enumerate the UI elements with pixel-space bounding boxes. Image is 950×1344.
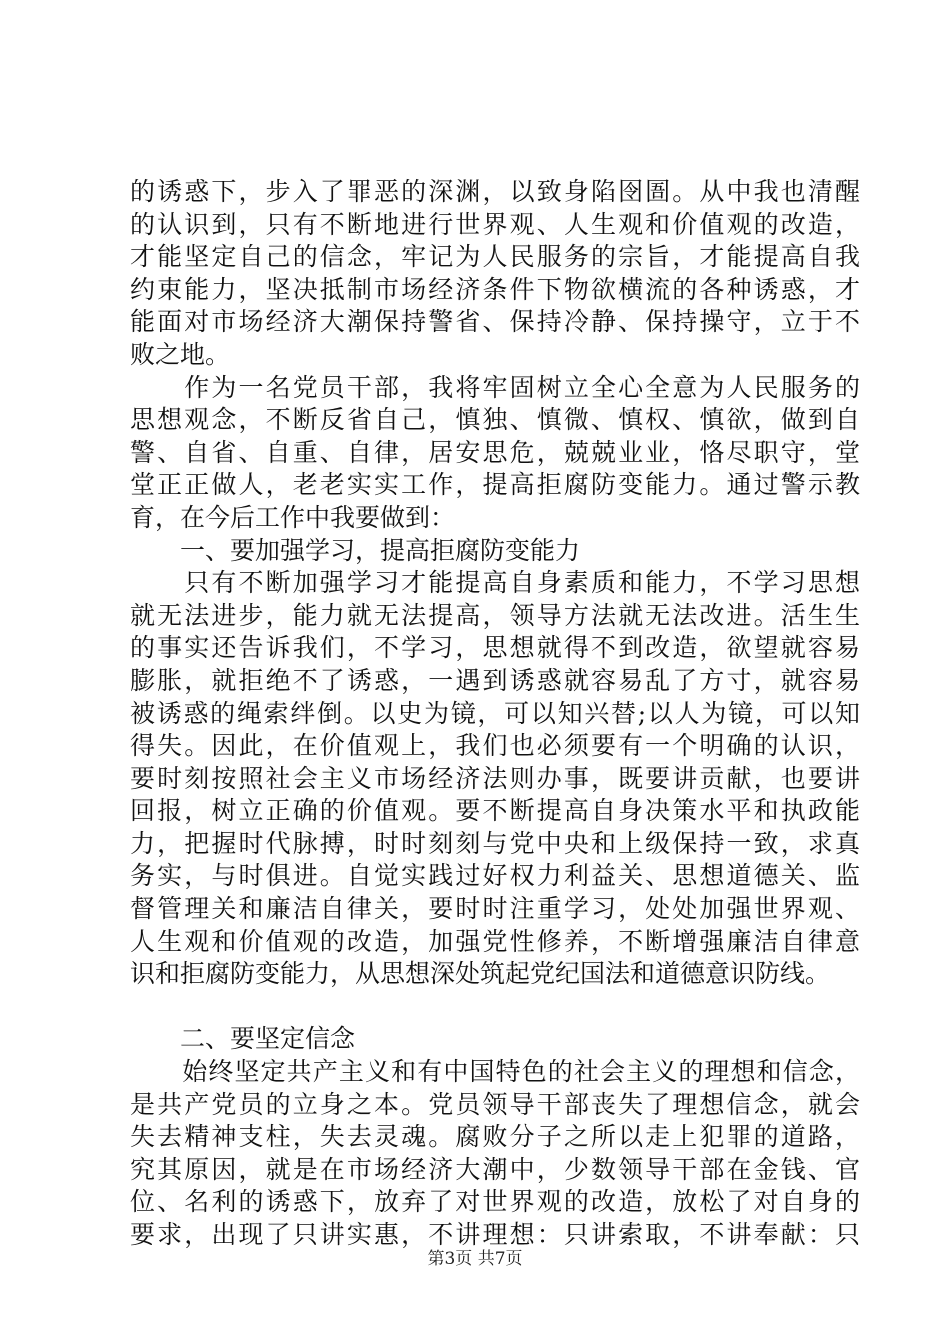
text-line: 作为一名党员干部，我将牢固树立全心全意为人民服务的 xyxy=(130,372,860,402)
text-line: 失去精神支柱，失去灵魂。腐败分子之所以走上犯罪的道路， xyxy=(130,1122,860,1152)
text-line: 就无法进步，能力就无法提高，领导方法就无法改进。活生生 xyxy=(130,600,860,630)
text-line: 识和拒腐防变能力，从思想深处筑起党纪国法和道德意识防线。 xyxy=(130,959,831,989)
text-line: 位、名利的诱惑下，放弃了对世界观的改造，放松了对自身的 xyxy=(130,1187,860,1217)
text-line: 败之地。 xyxy=(130,339,231,369)
text-line: 的诱惑下，步入了罪恶的深渊，以致身陷囹圄。从中我也清醒 xyxy=(130,177,860,206)
section-heading xyxy=(130,535,860,568)
text-line: 能面对市场经济大潮保持警省、保持冷静、保持操守，立于不 xyxy=(130,307,860,337)
text-line: 督管理关和廉洁自律关，要时时注重学习，处处加强世界观、 xyxy=(130,894,860,924)
text-line: 思想观念，不断反省自己，慎独、慎微、慎权、慎欲，做到自 xyxy=(130,405,860,435)
text-line: 被诱惑的绳索绊倒。以史为镜，可以知兴替;以人为镜，可以知 xyxy=(130,698,860,728)
text-line: 的事实还告诉我们，不学习，思想就得不到改造，欲望就容易 xyxy=(130,633,860,663)
text-line: 堂正正做人，老老实实工作，提高拒腐防变能力。通过警示教 xyxy=(130,470,860,500)
text-line: 究其原因，就是在市场经济大潮中，少数领导干部在金钱、官 xyxy=(130,1154,860,1184)
paragraph xyxy=(130,176,860,372)
text-line: 才能坚定自己的信念，牢记为人民服务的宗旨，才能提高自我 xyxy=(130,242,860,272)
text-line: 回报，树立正确的价值观。要不断提高自身决策水平和执政能 xyxy=(130,796,860,826)
document-body xyxy=(130,176,860,1252)
section-heading xyxy=(130,1023,860,1056)
text-line: 膨胀，就拒绝不了诱惑，一遇到诱惑就容易乱了方寸，就容易 xyxy=(130,665,860,695)
text-line: 始终坚定共产主义和有中国特色的社会主义的理想和信念， xyxy=(130,1057,860,1087)
text-line: 力，把握时代脉搏，时时刻刻与党中央和上级保持一致，求真 xyxy=(130,828,860,858)
text-line: 人生观和价值观的改造，加强党性修养，不断增强廉洁自律意 xyxy=(130,926,860,956)
heading-text: 二、要坚定信念 xyxy=(130,1024,356,1054)
paragraph xyxy=(130,567,860,991)
paragraph xyxy=(130,372,860,535)
text-line: 的认识到，只有不断地进行世界观、人生观和价值观的改造， xyxy=(130,209,860,239)
text-line: 务实，与时俱进。自觉实践过好权力利益关、思想道德关、监 xyxy=(130,861,860,891)
paragraph-gap xyxy=(130,991,860,1024)
paragraph xyxy=(130,1056,860,1252)
text-line: 约束能力，坚决抵制市场经济条件下物欲横流的各种诱惑，才 xyxy=(130,274,860,304)
text-line: 只有不断加强学习才能提高自身素质和能力，不学习思想 xyxy=(130,568,860,598)
text-line: 得失。因此，在价值观上，我们也必须要有一个明确的认识， xyxy=(130,731,860,761)
text-line: 警、自省、自重、自律，居安思危，兢兢业业，恪尽职守，堂 xyxy=(130,437,860,467)
text-line: 要求，出现了只讲实惠，不讲理想：只讲索取，不讲奉献：只 xyxy=(130,1220,860,1249)
page-number: 第3页 共7页 xyxy=(427,1249,523,1269)
text-line: 是共产党员的立身之本。党员领导干部丧失了理想信念，就会 xyxy=(130,1089,860,1119)
text-line: 育，在今后工作中我要做到： xyxy=(130,502,456,532)
text-line: 要时刻按照社会主义市场经济法则办事，既要讲贡献，也要讲 xyxy=(130,763,860,793)
heading-text: 一、要加强学习，提高拒腐防变能力 xyxy=(130,535,581,565)
page-footer xyxy=(0,1244,950,1269)
